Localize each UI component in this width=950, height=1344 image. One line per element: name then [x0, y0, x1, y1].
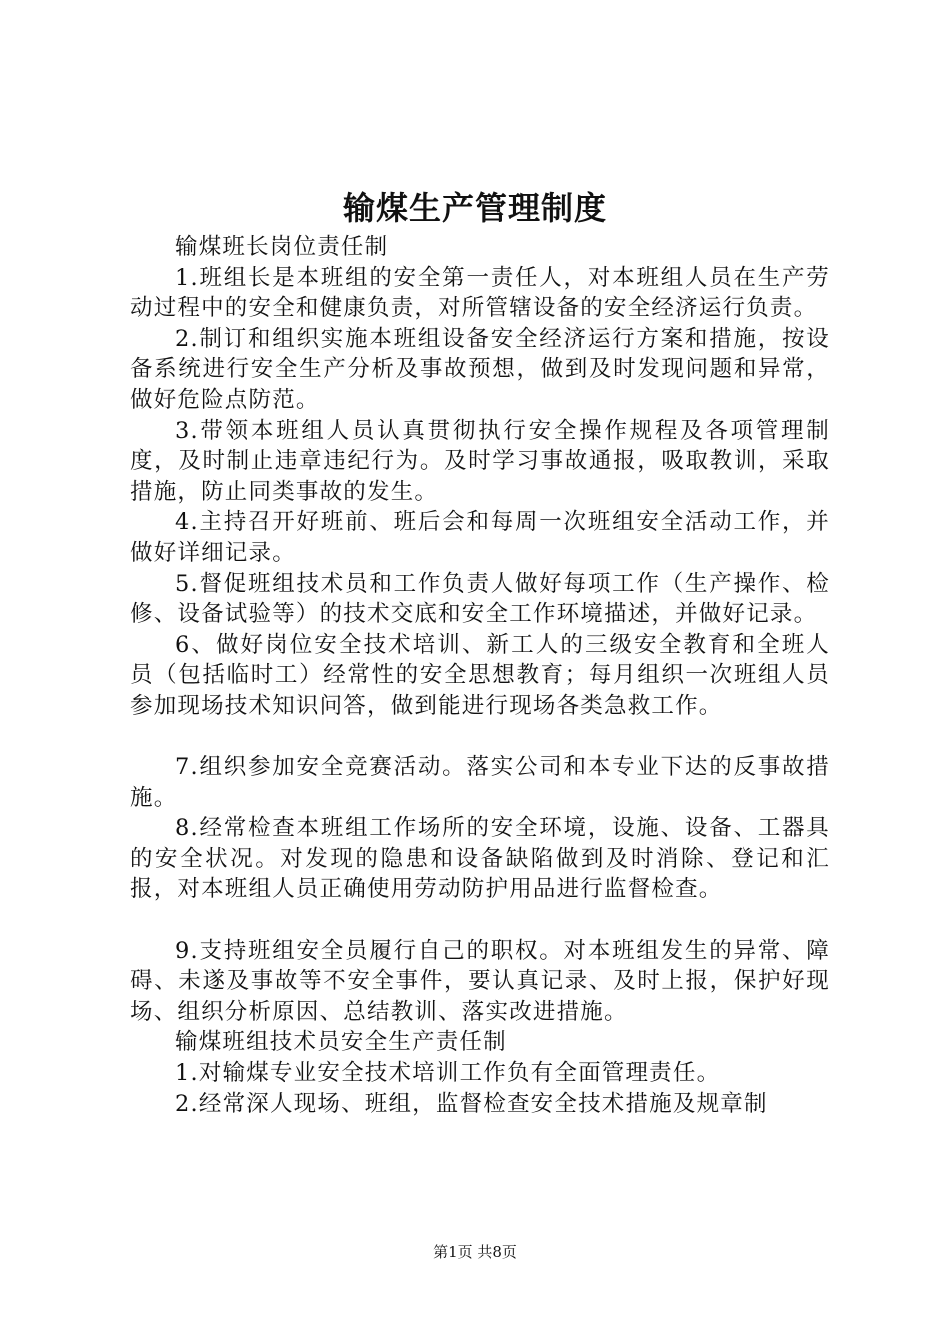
- paragraph: 2.经常深人现场、班组，监督检查安全技术措施及规章制: [175, 1090, 768, 1117]
- paragraph: 5.督促班组技术员和工作负责人做好每项工作（生产操作、检修、设备试验等）的技术交底和安全工作环境描述，并做好记录。: [130, 570, 830, 628]
- document-body: [130, 232, 830, 1119]
- paragraph: 3.带领本班组人员认真贯彻执行安全操作规程及各项管理制度，及时制止违章违纪行为。及时学习事故通报，吸取教训，采取措施，防止同类事故的发生。: [130, 417, 830, 505]
- paragraph: 1.对输煤专业安全技术培训工作负有全面管理责任。: [175, 1060, 721, 1087]
- paragraph: 4.主持召开好班前、班后会和每周一次班组安全活动工作，并做好详细记录。: [130, 509, 830, 566]
- page-number-footer: 第1页 共8页: [433, 1243, 517, 1261]
- paragraph: 2.制订和组织实施本班组设备安全经济运行方案和措施，按设备系统进行安全生产分析及事故预想，做到及时发现问题和异常，做好危险点防范。: [130, 325, 830, 413]
- section-heading: 输煤班长岗位责任制: [175, 234, 389, 260]
- paragraph: 1.班组长是本班组的安全第一责任人，对本班组人员在生产劳动过程中的安全和健康负责，对所管辖设备的安全经济运行负责。: [130, 264, 830, 322]
- paragraph: 7.组织参加安全竞赛活动。落实公司和本专业下达的反事故措施。: [130, 754, 830, 811]
- paragraph: 6、做好岗位安全技术培训、新工人的三级安全教育和全班人员（包括临时工）经常性的安全思想教育；每月组织一次班组人员参加现场技术知识问答，做到能进行现场各类急救工作。: [130, 631, 830, 719]
- paragraph: 8.经常检查本班组工作场所的安全环境，设施、设备、工器具的安全状况。对发现的隐患和设备缺陷做到及时消除、登记和汇报，对本班组人员正确使用劳动防护用品进行监督检查。: [130, 815, 830, 903]
- paragraph: 9.支持班组安全员履行自己的职权。对本班组发生的异常、障碍、未遂及事故等不安全事件，要认真记录、及时上报，保护好现场、组织分析原因、总结教训、落实改进措施。: [130, 937, 830, 1025]
- section-heading: 输煤班组技术员安全生产责任制: [175, 1029, 507, 1056]
- document-title: 输煤生产管理制度: [342, 189, 607, 227]
